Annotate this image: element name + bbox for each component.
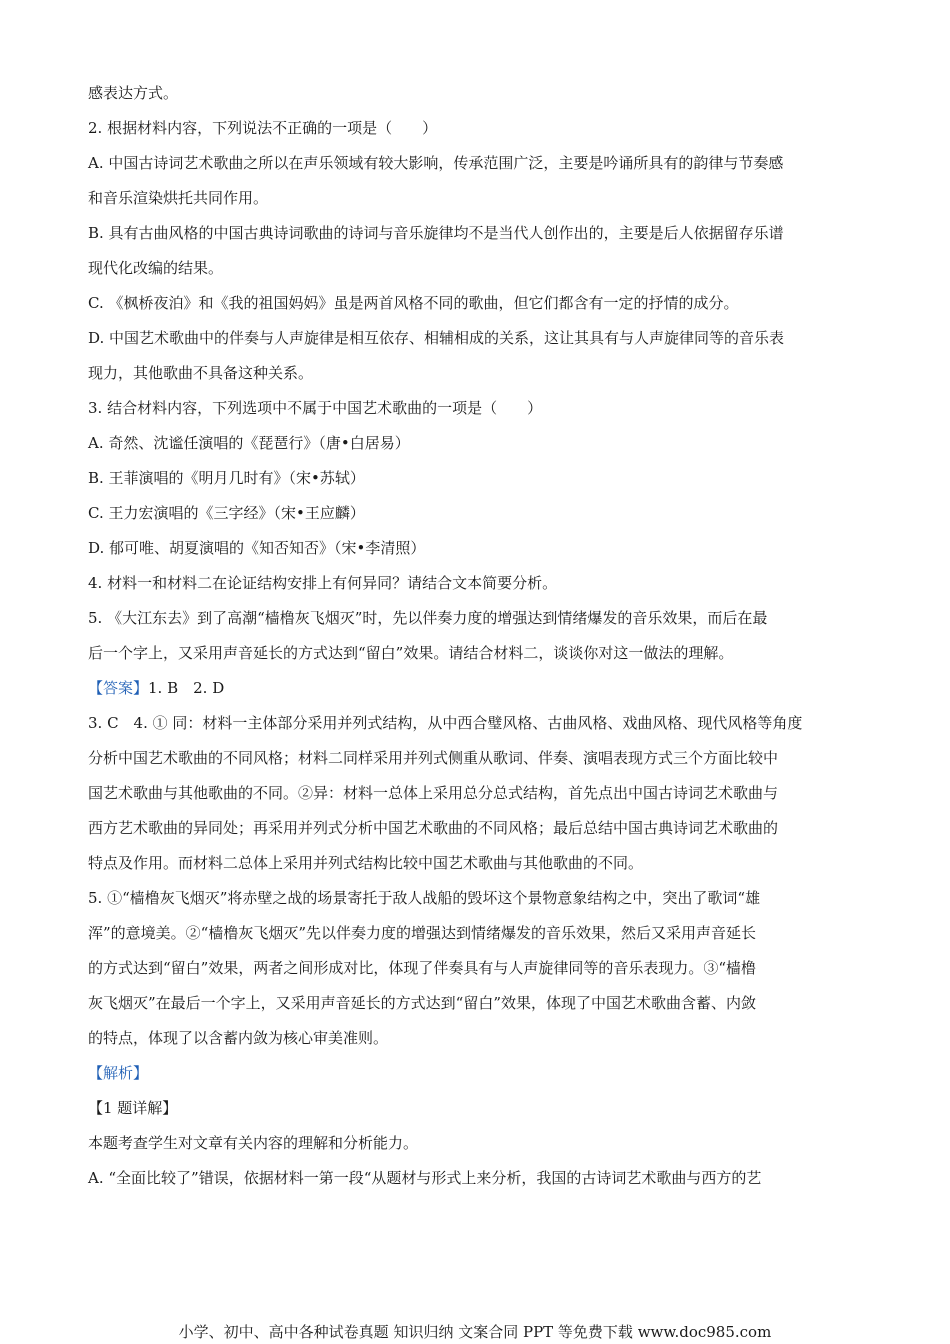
text-line: 和音乐渲染烘托共同作用。 — [88, 189, 269, 207]
answer-text-line: 的特点，体现了以含蓄内敛为核心审美准则。 — [88, 1029, 389, 1047]
option-3d: D. 郁可唯、胡夏演唱的《知否知否》（宋•李清照） — [88, 539, 426, 557]
option-2a: A. 中国古诗词艺术歌曲之所以在声乐领域有较大影响，传承范围广泛，主要是吟诵所具有的韵律与节奏感 — [88, 154, 784, 172]
answer-label: 【答案】 — [88, 679, 149, 697]
answer-text: 1. B 2. D — [148, 679, 225, 697]
question-3: 3. 结合材料内容，下列选项中不属于中国艺术歌曲的一项是（ ） — [88, 399, 543, 417]
detail-line: A. “全面比较了”错误，依据材料一第一段“从题材与形式上来分析，我国的古诗词艺术歌曲与西方的艺 — [88, 1169, 762, 1187]
answer-text-line: 5. ①“樯橹灰飞烟灭”将赤壁之战的场景寄托于敌人战船的毁坏这个景物意象结构之中，突出了歌词“雄 — [88, 889, 761, 907]
text-line: 现代化改编的结果。 — [88, 259, 224, 277]
answer-text-line: 西方艺术歌曲的异同处；再采用并列式分析中国艺术歌曲的不同风格；最后总结中国古典诗词艺术歌曲的 — [88, 819, 779, 837]
answer-text-line: 分析中国艺术歌曲的不同风格；材料二同样采用并列式侧重从歌词、伴奏、演唱表现方式三个方面比较中 — [88, 749, 779, 767]
answer-text-line: 特点及作用。而材料二总体上采用并列式结构比较中国艺术歌曲与其他歌曲的不同。 — [88, 854, 644, 872]
text-line: 感表达方式。 — [88, 84, 179, 102]
option-2d: D. 中国艺术歌曲中的伴奏与人声旋律是相互依存、相辅相成的关系，这让其具有与人声旋律同等的音乐表 — [88, 329, 785, 347]
question-4: 4. 材料一和材料二在论证结构安排上有何异同？请结合文本简要分析。 — [88, 574, 558, 592]
option-2c: C. 《枫桥夜泊》和《我的祖国妈妈》虽是两首风格不同的歌曲，但它们都含有一定的抒情的成分。 — [88, 294, 739, 312]
text-line: 后一个字上，又采用声音延长的方式达到“留白”效果。请结合材料二，谈谈你对这一做法的理解。 — [88, 644, 734, 662]
footer-note: 小学、初中、高中各种试卷真题 知识归纳 文案合同 PPT 等免费下载 www.doc985.com — [178, 1323, 772, 1341]
question-2: 2. 根据材料内容，下列说法不正确的一项是（ ） — [88, 119, 438, 137]
detail-line: 本题考查学生对文章有关内容的理解和分析能力。 — [88, 1134, 419, 1152]
answer-text-line: 灰飞烟灭”在最后一个字上，又采用声音延长的方式达到“留白”效果，体现了中国艺术歌曲含蓄、内敛 — [88, 994, 757, 1012]
answer-text-line: 的方式达到“留白”效果，两者之间形成对比，体现了伴奏具有与人声旋律同等的音乐表现力。③“樯橹 — [88, 959, 757, 977]
text-line: 现力，其他歌曲不具备这种关系。 — [88, 364, 314, 382]
question-5: 5. 《大江东去》到了高潮“樯橹灰飞烟灭”时，先以伴奏力度的增强达到情绪爆发的音乐效果，而后在最 — [88, 609, 768, 627]
option-3b: B. 王菲演唱的《明月几时有》（宋•苏轼） — [88, 469, 365, 487]
option-2b: B. 具有古曲风格的中国古典诗词歌曲的诗词与音乐旋律均不是当代人创作出的，主要是后人依据留存乐谱 — [88, 224, 784, 242]
answer-text-line: 3. C 4. ① 同：材料一主体部分采用并列式结构，从中西合璧风格、古曲风格、戏曲风格、现代风格等角度 — [88, 714, 803, 732]
option-3a: A. 奇然、沈谧任演唱的《琵琶行》（唐•白居易） — [88, 434, 410, 452]
analysis-label: 【解析】 — [88, 1064, 149, 1082]
answer-text-line: 浑”的意境美。②“樯橹灰飞烟灭”先以伴奏力度的增强达到情绪爆发的音乐效果，然后又采用声音延长 — [88, 924, 757, 942]
detail-heading: 【1 题详解】 — [88, 1099, 178, 1117]
document-body — [88, 76, 866, 1196]
option-3c: C. 王力宏演唱的《三字经》（宋•王应麟） — [88, 504, 365, 522]
answer-line — [88, 671, 866, 706]
answer-text-line: 国艺术歌曲与其他歌曲的不同。②异：材料一总体上采用总分总式结构，首先点出中国古诗词艺术歌曲与 — [88, 784, 779, 802]
